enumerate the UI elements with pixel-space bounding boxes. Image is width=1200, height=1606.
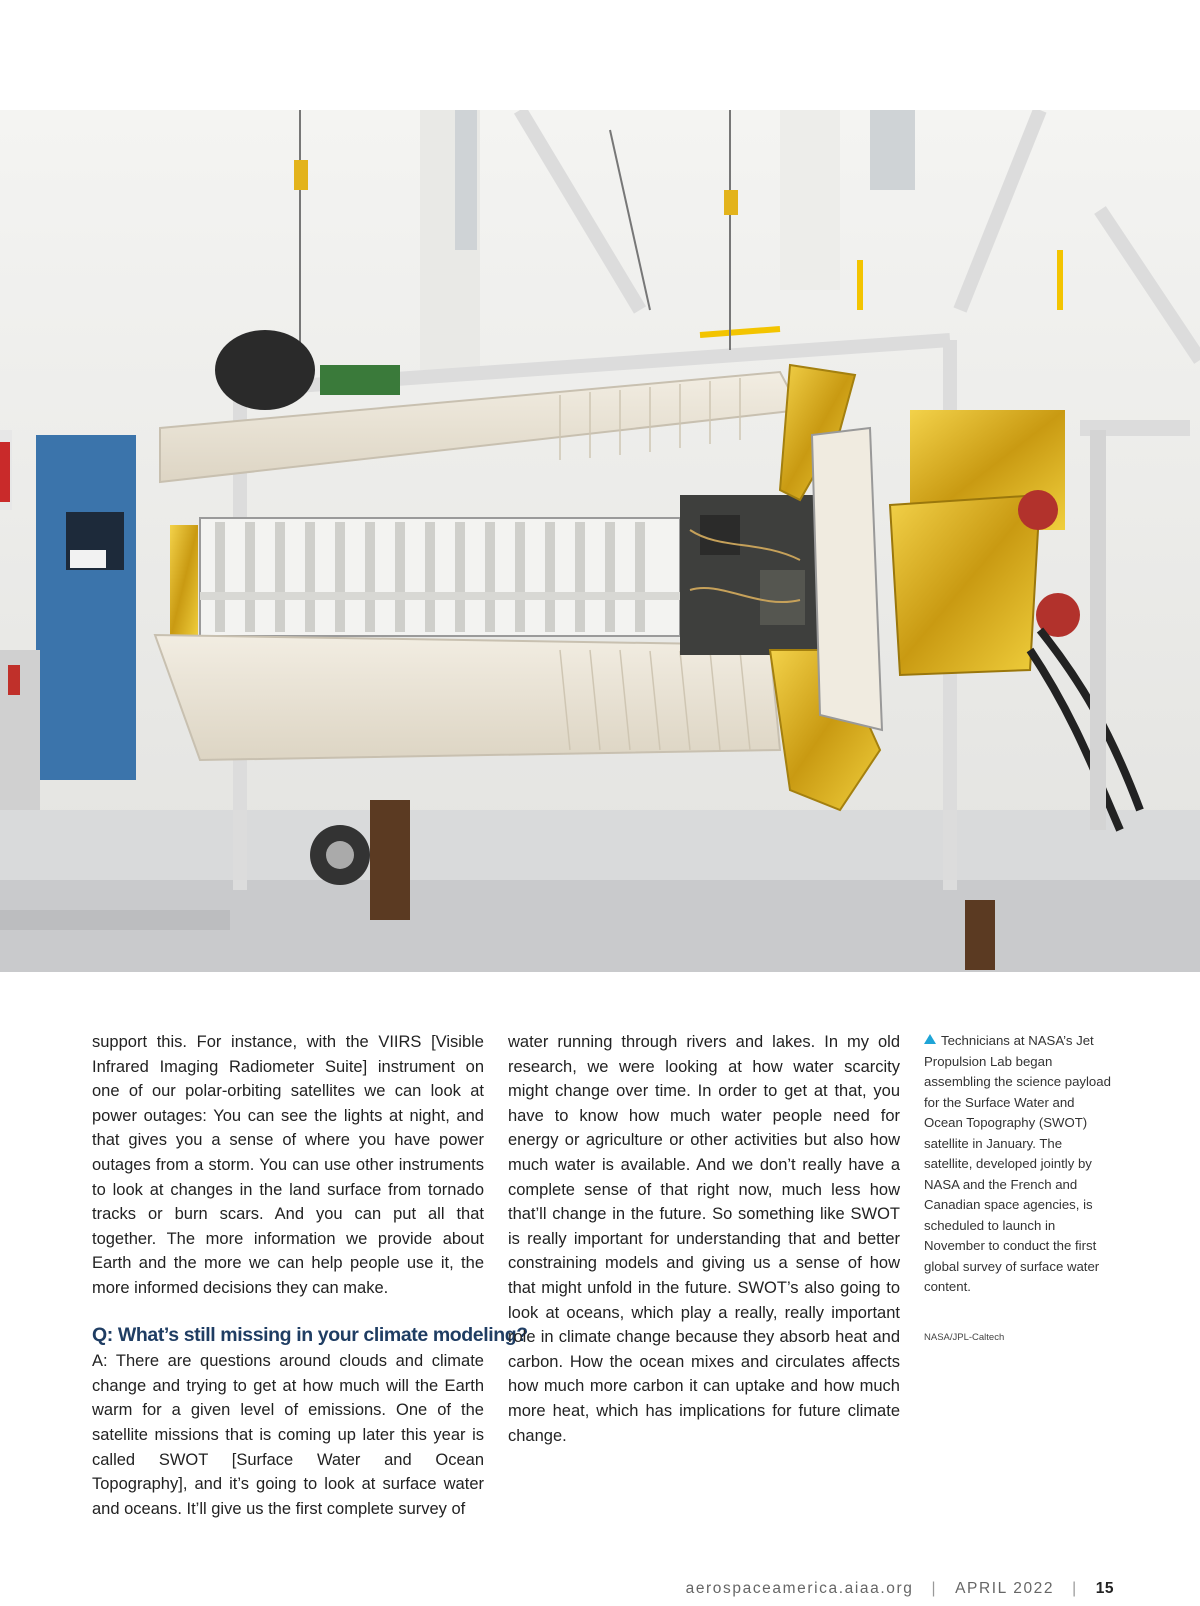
page-number: 15: [1095, 1580, 1114, 1597]
caption-text: Technicians at NASA’s Jet Propulsion Lab began assembling the science payload for the Surface Water and Ocean Topography (SWOT) satellite in January. The satellite, developed jointly by NASA and the French and Canadian space agencies, is scheduled to launch in November to conduct the first global survey of surface water content.: [924, 1033, 1111, 1294]
article-column-2: [508, 1030, 900, 1448]
page-footer: [686, 1580, 1114, 1598]
answer-paragraph: A: There are questions around clouds and climate change and trying to get at how much will the Earth warm for a given level of emissions. One of the satellite missions that is coming up later this year is called SWOT [Surface Water and Ocean Topography], and it’s going to look at surface water and oceans. It’ll give us the first complete survey of: [92, 1352, 484, 1518]
satellite-photo: [0, 110, 1200, 972]
photo-credit: NASA/JPL-Caltech: [924, 1332, 1005, 1343]
question-heading: Q: What’s still missing in your climate modeling?: [92, 1323, 528, 1346]
blue-door: [36, 435, 136, 780]
article-column-1: [92, 1030, 528, 1521]
photo-caption: [924, 1031, 1114, 1298]
footer-issue: APRIL 2022: [955, 1580, 1055, 1597]
footer-site: aerospaceamerica.aiaa.org: [685, 1580, 914, 1597]
footer-divider: |: [1072, 1580, 1078, 1597]
body-paragraph: support this. For instance, with the VIIRS [Visible Infrared Imaging Radiometer Suite] instrument on one of our polar-orbiting satellites we can look at power outages: You can see the lights at night, and that gives you a sense of where you have power outages from a storm. You can use other instruments to look at changes in the land surface from tornado tracks or burn scars. And you can put all that together. The more information we provide about Earth and the more we can help people use it, the more informed decisions they can make.: [92, 1033, 484, 1297]
body-paragraph: water running through rivers and lakes. In my old research, we were looking at how water scarcity might change over time. In order to get at that, you have to know how much water people need for energy or agriculture or other activities but also how much water is available. And we don’t really have a complete sense of that right now, much less how that’ll change in the future. So something like SWOT is really important for understanding that and better constraining models and giving us a sense of how that might unfold in the future. SWOT’s also going to look at oceans, which play a really, really important role in climate change because they absorb heat and carbon. How the ocean mixes and circulates affects how much more carbon it can uptake and how much more heat, which has implications for future climate change.: [508, 1033, 900, 1445]
caption-triangle-icon: [924, 1034, 936, 1044]
footer-divider: |: [931, 1580, 938, 1597]
satellite-illustration: [0, 110, 1200, 972]
